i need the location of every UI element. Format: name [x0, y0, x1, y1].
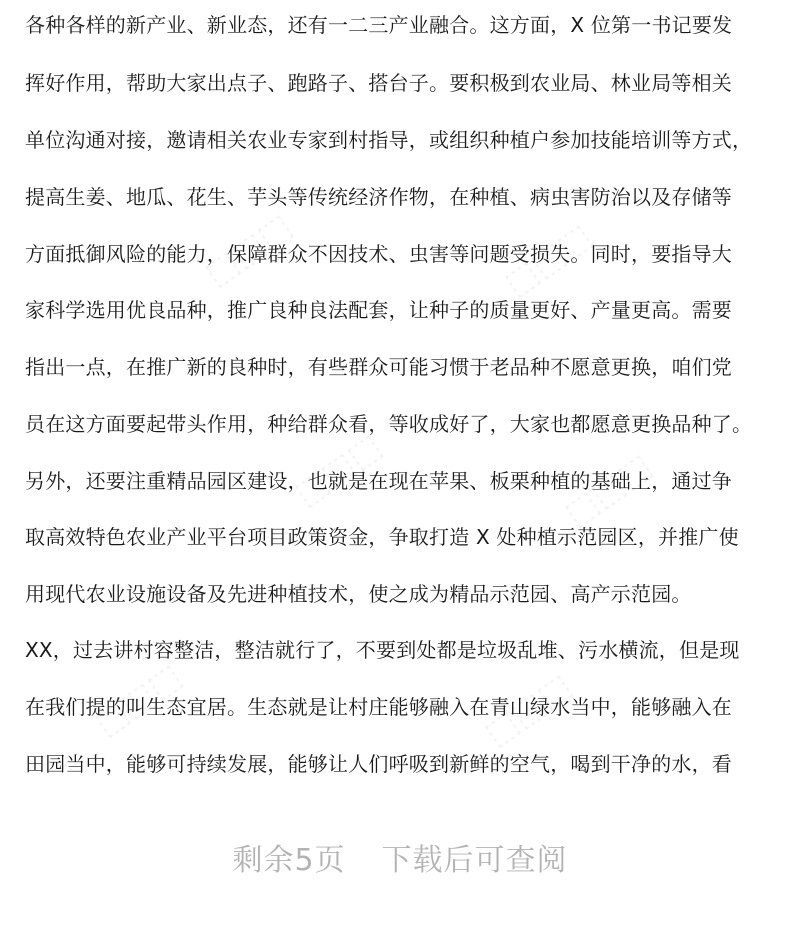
- text-line: 挥好作用，帮助大家出点子、跑路子、搭台子。要积极到农业局、林业局等相关: [25, 71, 732, 95]
- text-line: 田园当中，能够可持续发展，能够让人们呼吸到新鲜的空气，喝到干净的水，看: [25, 752, 732, 776]
- text-line: 员在这方面要起带头作用，种给群众看，等收成好了，大家也都愿意更换品种了。: [25, 412, 753, 436]
- download-to-read-more-button[interactable]: [0, 835, 800, 879]
- text-line: 另外，还要注重精品园区建设，也就是在现在苹果、板栗种植的基础上，通过争: [25, 469, 732, 493]
- text-line: 提高生姜、地瓜、花生、芋头等传统经济作物，在种植、病虫害防治以及存储等: [25, 185, 732, 209]
- watermark: ⬚⬚⬚: [497, 215, 600, 305]
- text-line: XX，过去讲村容整洁，整洁就行了，不要到处都是垃圾乱堆、污水横流，但是现: [25, 638, 740, 662]
- watermark: ⬚⬚⬚: [557, 445, 660, 535]
- text-line: 家科学选用优良品种，推广良种良法配套，让种子的质量更好、产量更高。需要: [25, 298, 732, 322]
- watermark: ⬚⬚⬚: [197, 205, 300, 295]
- watermark: ⬚⬚⬚: [287, 425, 390, 515]
- text-line: 指出一点，在推广新的良种时，有些群众可能习惯于老品种不愿意更换，咱们党: [25, 355, 732, 379]
- text-line: 用现代农业设施设备及先进种植技术，使之成为精品示范园、高产示范园。: [25, 582, 692, 606]
- text-line: 取高效特色农业产业平台项目政策资金，争取打造 X 处种植示范园区，并推广使: [25, 525, 739, 549]
- text-line: 各种各样的新产业、新业态，还有一二三产业融合。这方面，X 位第一书记要发: [25, 13, 733, 37]
- remaining-pages-label: 剩余5页: [232, 843, 346, 878]
- text-line: 在我们提的叫生态宜居。生态就是让村庄能够融入在青山绿水当中，能够融入在: [25, 695, 732, 719]
- download-hint-label: 下载后可查阅: [381, 843, 568, 878]
- text-line: 方面抵御风险的能力，保障群众不因技术、虫害等问题受损失。同时，要指导大: [25, 242, 732, 266]
- watermark: ⬚⬚⬚: [87, 655, 190, 745]
- text-line: 单位沟通对接，邀请相关农业专家到村指导，或组织种植户参加技能培训等方式，: [25, 128, 753, 152]
- watermark: ⬚⬚⬚: [477, 665, 580, 755]
